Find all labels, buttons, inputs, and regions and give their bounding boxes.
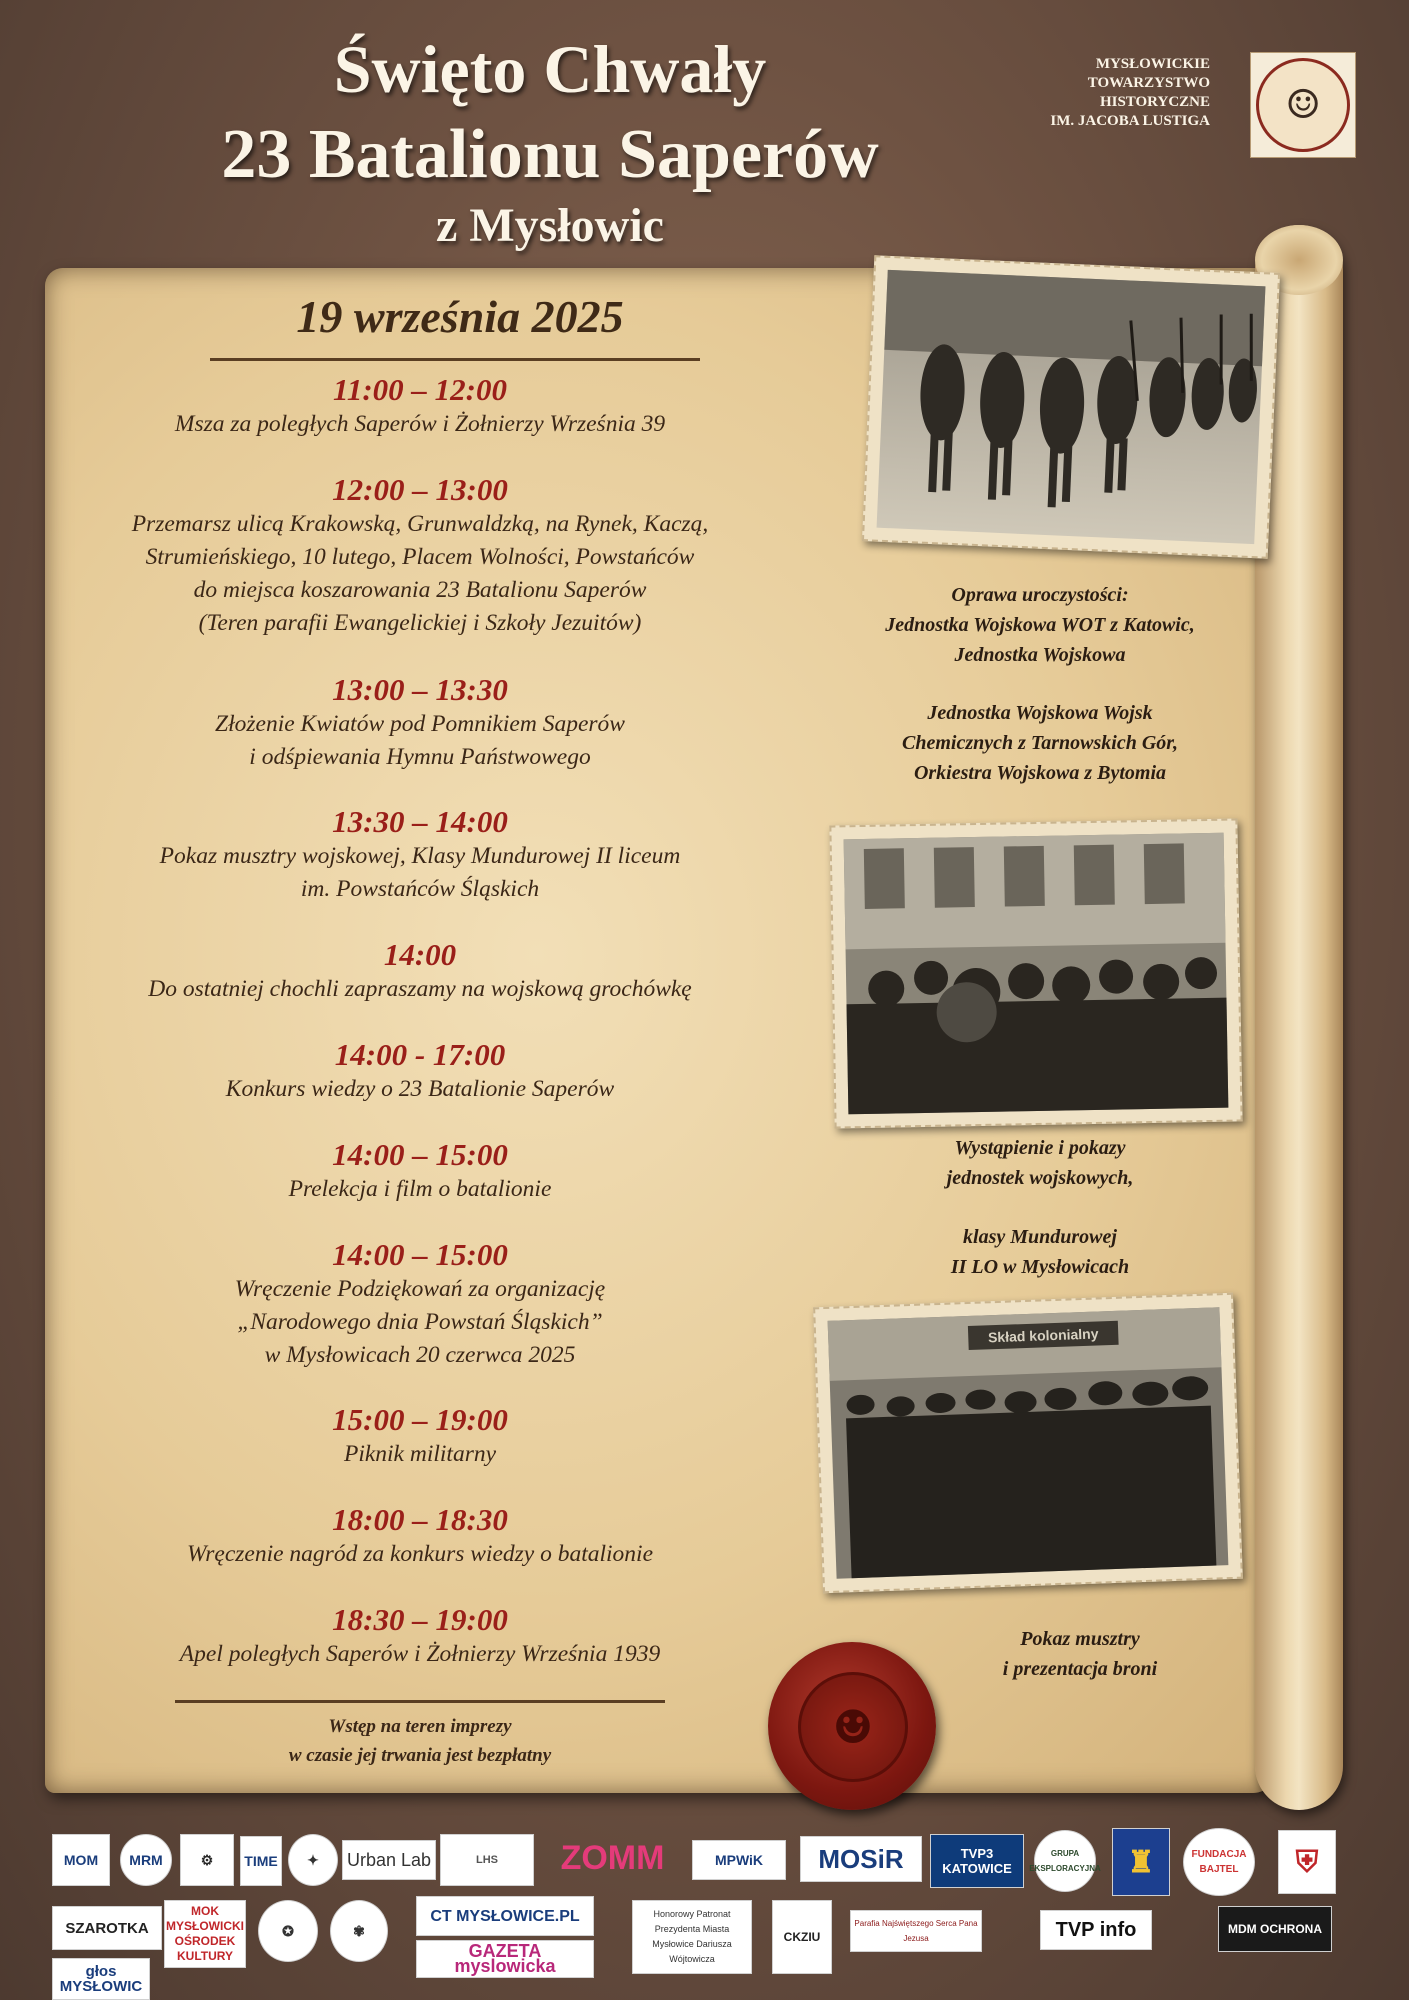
schedule-desc: Złożenie Kwiatów pod Pomnikiem Saperów i odśpiewania Hymnu Państwowego [215, 711, 625, 770]
caption-4: klasy Mundurowej II LO w Mysłowicach [950, 1226, 1130, 1278]
sponsor-logo: MOSiR [800, 1836, 922, 1882]
schedule-item [80, 803, 760, 936]
caption-1: Oprawa uroczystości: Jednostka Wojskowa WOT z Katowic, Jednostka Wojskowa [885, 584, 1195, 666]
schedule-time: 11:00 – 12:00 [333, 372, 507, 407]
sponsor-logo: MPWiK [692, 1840, 786, 1880]
bearded-portrait-seal-icon: ☺ [1256, 58, 1350, 152]
schedule-time: 18:30 – 19:00 [332, 1602, 508, 1637]
schedule-desc: Przemarsz ulicą Krakowską, Grunwaldzką, na Rynek, Kaczą, Strumieńskiego, 10 lutego, Placem Wolności, Powstańców do miejsca koszarowania 23 Batalionu Saperów (Teren parafii Ewangelickiej i Szkoły Jezuitów) [131, 511, 709, 636]
sponsor-logo: TVP info [1040, 1910, 1152, 1950]
schedule-desc: Wręczenie nagród za konkurs wiedzy o batalionie [186, 1541, 654, 1567]
schedule-time: 13:00 – 13:30 [332, 672, 508, 707]
sponsor-logo: MDM OCHRONA [1218, 1906, 1332, 1952]
society-logo [1250, 52, 1356, 158]
caption-5: Pokaz musztry i prezentacja broni [1002, 1628, 1158, 1680]
title-line-3: z Mysłowic [436, 199, 664, 252]
schedule-item [80, 1501, 760, 1601]
schedule-item [80, 471, 760, 671]
schedule-desc: Apel poległych Saperów i Żołnierzy Września 1939 [179, 1641, 661, 1667]
schedule-time: 14:00 - 17:00 [334, 1037, 506, 1072]
crest-red-icon: ⛨ [1278, 1830, 1336, 1894]
photo-helmeted-soldiers [813, 1293, 1243, 1593]
schedule-time: 15:00 – 19:00 [332, 1402, 508, 1437]
sponsor-logo: TIME [240, 1836, 282, 1886]
sponsor-logo: TVP3 KATOWICE [930, 1834, 1024, 1888]
sponsor-logo: CT MYSŁOWICE.PL [416, 1896, 594, 1936]
schedule-item [80, 1401, 760, 1501]
schedule-item [80, 1601, 760, 1681]
schedule-time: 14:00 – 15:00 [332, 1237, 508, 1272]
schedule-time: 13:30 – 14:00 [332, 804, 508, 839]
schedule-desc: Konkurs wiedzy o 23 Batalionie Saperów [225, 1076, 615, 1102]
schedule-item [80, 371, 760, 471]
schedule-time: 12:00 – 13:00 [332, 472, 508, 507]
schedule-desc: Prelekcja i film o batalionie [288, 1176, 552, 1202]
marching-soldiers-image [877, 270, 1266, 544]
schedule-desc: Wręczenie Podziękowań za organizację „Narodowego dnia Powstań Śląskich” w Mysłowicach 20 czerwca 2025 [234, 1276, 606, 1368]
footnote-divider [175, 1700, 665, 1703]
eagle-crest-icon: ♜ [1112, 1828, 1170, 1896]
event-date: 19 września 2025 [296, 291, 624, 342]
crest-icon: ✦ [288, 1834, 338, 1886]
caption-2: Jednostka Wojskowa Wojsk Chemicznych z Tarnowskich Gór, Orkiestra Wojskowa z Bytomia [902, 702, 1178, 784]
caption-3: Wystąpienie i pokazy jednostek wojskowych, [946, 1137, 1134, 1189]
gear-emblem-icon: ⚙ [180, 1834, 234, 1886]
wax-seal-portrait-icon: ☻ [798, 1672, 908, 1782]
sponsor-logo: CKZIU [772, 1900, 832, 1974]
title-line-2: 23 Batalionu Saperów [221, 116, 879, 193]
round-emblem-icon: ✾ [330, 1900, 388, 1962]
schedule-time: 14:00 – 15:00 [332, 1137, 508, 1172]
sponsor-logo: FUNDACJA BAJTEL [1183, 1828, 1255, 1896]
society-name: MYSŁOWICKIE TOWARZYSTWO HISTORYCZNE IM. JACOBA LUSTIGA [1050, 56, 1210, 129]
photo-crowd-soldiers [829, 818, 1242, 1128]
schedule-desc: Piknik militarny [343, 1441, 497, 1467]
sponsor-logo: GRUPA EKSPLORACYJNA [1034, 1830, 1096, 1892]
sponsor-logo: MRM [120, 1834, 172, 1886]
sponsor-logo: MOK MYSŁOWICKI OŚRODEK KULTURY [164, 1900, 246, 1968]
schedule-desc: Pokaz musztry wojskowej, Klasy Mundurowej II liceum im. Powstańców Śląskich [159, 843, 681, 902]
sponsor-logo: Honorowy Patronat Prezydenta Miasta Mysłowice Dariusza Wójtowicza [632, 1900, 752, 1974]
sponsor-logo: SZAROTKA [52, 1906, 162, 1950]
schedule-desc: Do ostatniej chochli zapraszamy na wojskową grochówkę [148, 976, 692, 1002]
wax-seal [768, 1642, 936, 1810]
title-line-1: Święto Chwały [333, 31, 767, 107]
entry-note: Wstęp na teren imprezy w czasie jej trwania jest bezpłatny [288, 1716, 552, 1766]
date-divider [210, 358, 700, 361]
schedule-item [80, 671, 760, 803]
sponsor-logo: GAZETA myslowicka [416, 1940, 594, 1978]
sponsor-logo: MOM [52, 1834, 110, 1886]
schedule [80, 371, 760, 1681]
shop-sign: Skład kolonialny [987, 1325, 1099, 1346]
photo-marching-soldiers [862, 255, 1280, 558]
schedule-item [80, 1136, 760, 1236]
crowd-soldiers-image [844, 833, 1229, 1115]
schedule-time: 14:00 [383, 937, 457, 972]
sponsor-logo: Parafia Najświętszego Serca Pana Jezusa [850, 1910, 982, 1952]
schedule-item [80, 1036, 760, 1136]
sponsor-logo: Urban Lab [342, 1840, 436, 1880]
sponsor-logo: głos MYSŁOWIC [52, 1958, 150, 2000]
schedule-desc: Msza za poległych Saperów i Żołnierzy Września 39 [174, 411, 666, 437]
sponsor-logo: LHS [440, 1834, 534, 1886]
sponsor-logos [0, 1818, 1409, 2000]
round-emblem-icon: ✪ [258, 1900, 318, 1962]
helmeted-soldiers-image [828, 1307, 1229, 1579]
schedule-time: 18:00 – 18:30 [332, 1502, 508, 1537]
schedule-item [80, 1236, 760, 1401]
schedule-item [80, 936, 760, 1036]
sponsor-logo: ZOMM [560, 1838, 665, 1877]
